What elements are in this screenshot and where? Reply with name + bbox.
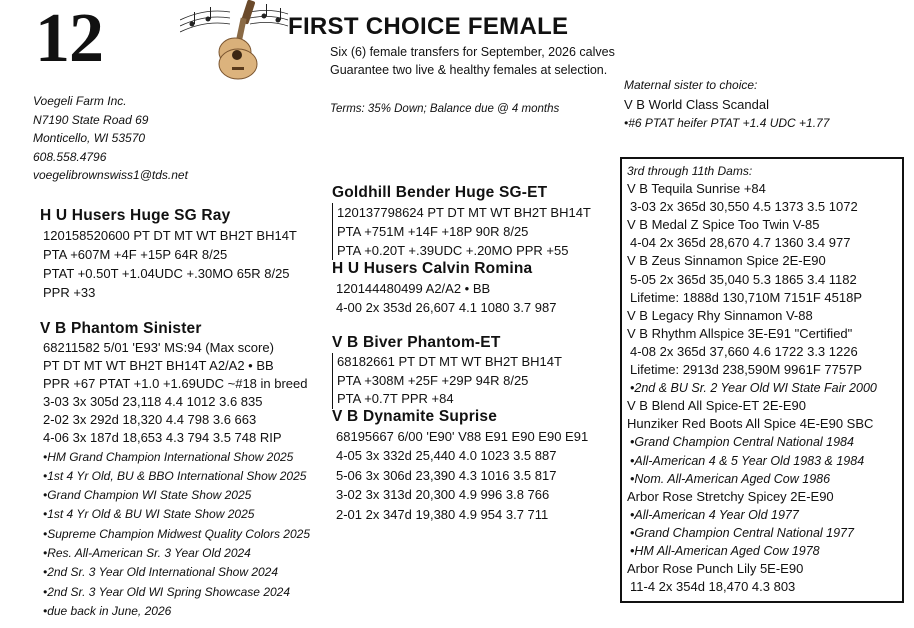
guitar-music-notes-icon (180, 0, 290, 82)
sire-line: PTAT +0.50T +1.04UDC +.30MO 65R 8/25 (43, 266, 290, 281)
ancestor-honor: •All-American 4 & 5 Year Old 1983 & 1984 (630, 453, 865, 468)
sire-details (43, 226, 297, 302)
dam-line: 2-02 3x 292d 18,320 4.4 798 3.6 663 (43, 412, 257, 428)
sire-name: H U Husers Huge SG Ray (40, 207, 231, 224)
sire-sire-name: Goldhill Bender Huge SG-ET (332, 184, 548, 201)
ancestor-name: Hunziker Red Boots All Spice 4E-E90 SBC (627, 416, 874, 432)
ancestor-honor: •2nd & BU Sr. 2 Year Old WI State Fair 2000 (630, 381, 877, 396)
ancestor-name: V B Legacy Rhy Sinnamon V-88 (627, 307, 813, 323)
sire-dam-name: H U Husers Calvin Romina (332, 260, 533, 277)
consignor-phone: 608.558.4796 (33, 149, 107, 164)
dam-dam-line: 2-01 2x 347d 19,380 4.9 954 3.7 711 (336, 506, 549, 522)
sire-line: PTA +607M +4F +15P 64R 8/25 (43, 247, 228, 262)
lot-number: 12 (35, 0, 103, 77)
dam-dam-name: V B Dynamite Suprise (332, 408, 498, 425)
dam-dam-line: 5-06 3x 306d 23,390 4.3 1016 3.5 817 (336, 467, 557, 483)
sire-line: PPR +33 (43, 285, 96, 300)
ancestor-honor: •HM All-American Aged Cow 1978 (630, 543, 820, 558)
dams-box-label: 3rd through 11th Dams: (627, 164, 753, 178)
ancestor-honor: •Nom. All-American Aged Cow 1986 (630, 471, 831, 486)
consignor-email: voegelibrownswiss1@tds.net (33, 168, 188, 183)
maternal-sister-name: V B World Class Scandal (624, 97, 769, 112)
ancestor-honor: •Grand Champion Central National 1984 (630, 435, 854, 450)
dam-line: 3-03 3x 305d 23,118 4.4 1012 3.6 835 (43, 394, 263, 410)
dam-sire-name: V B Biver Phantom-ET (332, 334, 501, 351)
sire-dam-line: 120144480499 A2/A2 • BB (336, 281, 491, 296)
consignor-info (33, 92, 188, 185)
honor-item: •Supreme Champion Midwest Quality Colors 2025 (43, 526, 310, 541)
sire-sire-line: PTA +0.20T +.39UDC +.20MO PPR +55 (337, 243, 569, 258)
terms: Terms: 35% Down; Balance due @ 4 months (330, 103, 560, 115)
sire-dam-block (332, 259, 556, 317)
dam-line: 4-06 3x 187d 18,653 4.3 794 3.5 748 RIP (43, 430, 282, 446)
ancestor-record: Lifetime: 2913d 238,590M 9961F 7757P (630, 362, 863, 378)
ancestor-name: V B Medal Z Spice Too Twin V-85 (627, 217, 820, 233)
ancestor-honor: •All-American 4 Year Old 1977 (630, 507, 799, 522)
sire-sire-line: 120137798624 PT DT MT WT BH2T BH14T (337, 205, 591, 220)
ancestor-record: 3-03 2x 365d 30,550 4.5 1373 3.5 1072 (630, 199, 858, 215)
dam-line: PT DT MT WT BH2T BH14T A2/A2 • BB (43, 358, 274, 374)
honor-item: •2nd Sr. 3 Year Old WI Spring Showcase 2024 (43, 584, 291, 599)
dam-line: 68211582 5/01 'E93' MS:94 (Max score) (43, 340, 274, 355)
dam-sire-line: 68182661 PT DT MT WT BH2T BH14T (337, 354, 562, 369)
maternal-sister (624, 77, 829, 132)
sire-block (40, 206, 297, 302)
dam-sire-details (332, 353, 562, 409)
maternal-sister-label: Maternal sister to choice: (624, 78, 758, 92)
ancestor-name: V B Blend All Spice-ET 2E-E90 (627, 398, 806, 414)
ancestor-name: Arbor Rose Stretchy Spicey 2E-E90 (627, 488, 834, 504)
intro-line: Six (6) female transfers for September, 2026 calves (330, 45, 615, 59)
sire-sire-block (332, 183, 591, 260)
dam-dam-details (336, 427, 588, 524)
honor-item: •Res. All-American Sr. 3 Year Old 2024 (43, 546, 251, 561)
ancestor-name: V B Zeus Sinnamon Spice 2E-E90 (627, 253, 826, 269)
dam-dam-line: 4-05 3x 332d 25,440 4.0 1023 3.5 887 (336, 448, 557, 464)
sire-sire-details (332, 203, 591, 260)
dam-block (40, 319, 310, 621)
ancestor-record: Lifetime: 1888d 130,710M 7151F 4518P (630, 289, 863, 305)
dam-sire-line: PTA +308M +25F +29P 94R 8/25 (337, 372, 529, 388)
honor-item: •2nd Sr. 3 Year Old International Show 2024 (43, 565, 279, 580)
maternal-sister-note: •#6 PTAT heifer PTAT +1.4 UDC +1.77 (624, 116, 830, 130)
honor-item: •1st 4 Yr Old & BU WI State Show 2025 (43, 507, 255, 522)
sire-sire-line: PTA +751M +14F +18P 90R 8/25 (337, 224, 529, 239)
dam-honors (43, 448, 310, 622)
ancestor-name: V B Rhythm Allspice 3E-E91 "Certified" (627, 325, 853, 341)
ancestor-record: 4-08 2x 365d 37,660 4.6 1722 3.3 1226 (630, 343, 858, 359)
honor-item: •HM Grand Champion International Show 2025 (43, 449, 294, 464)
honor-item: •Grand Champion WI State Show 2025 (43, 488, 252, 503)
dam-details (43, 339, 310, 448)
ancestor-record: 5-05 2x 365d 35,040 5.3 1865 3.4 1182 (630, 271, 857, 287)
dams-list (627, 180, 877, 596)
sire-line: 120158520600 PT DT MT WT BH2T BH14T (43, 228, 297, 243)
ancestor-record: 11-4 2x 354d 18,470 4.3 803 (630, 579, 796, 595)
consignor-city: Monticello, WI 53570 (33, 131, 146, 146)
dam-sire-line: PTA +0.7T PPR +84 (337, 391, 454, 406)
sire-dam-line: 4-00 2x 353d 26,607 4.1 1080 3.7 987 (336, 300, 557, 315)
page-title: FIRST CHOICE FEMALE (288, 13, 569, 40)
dam-dam-line: 3-02 3x 313d 20,300 4.9 996 3.8 766 (336, 487, 550, 503)
ancestor-record: 4-04 2x 365d 28,670 4.7 1360 3.4 977 (630, 235, 851, 251)
ancestor-name: V B Tequila Sunrise +84 (627, 181, 766, 197)
dam-line: PPR +67 PTAT +1.0 +1.69UDC ~#18 in breed (43, 376, 308, 392)
honor-item: •due back in June, 2026 (43, 603, 172, 618)
dam-name: V B Phantom Sinister (40, 320, 202, 337)
ancestor-honor: •Grand Champion Central National 1977 (630, 525, 854, 540)
sire-dam-details (336, 279, 556, 317)
honor-item: •1st 4 Yr Old, BU & BBO International Show 2025 (43, 468, 307, 483)
consignor-name: Voegeli Farm Inc. (33, 94, 127, 108)
dam-dam-block (332, 407, 588, 524)
consignor-address: N7190 State Road 69 (33, 112, 149, 127)
dam-sire-block (332, 333, 562, 409)
ancestor-name: Arbor Rose Punch Lily 5E-E90 (627, 561, 804, 577)
intro-line: Guarantee two live & healthy females at selection. (330, 63, 608, 77)
dam-dam-line: 68195667 6/00 'E90' V88 E91 E90 E90 E91 (336, 429, 589, 444)
dams-box-content (627, 162, 877, 596)
